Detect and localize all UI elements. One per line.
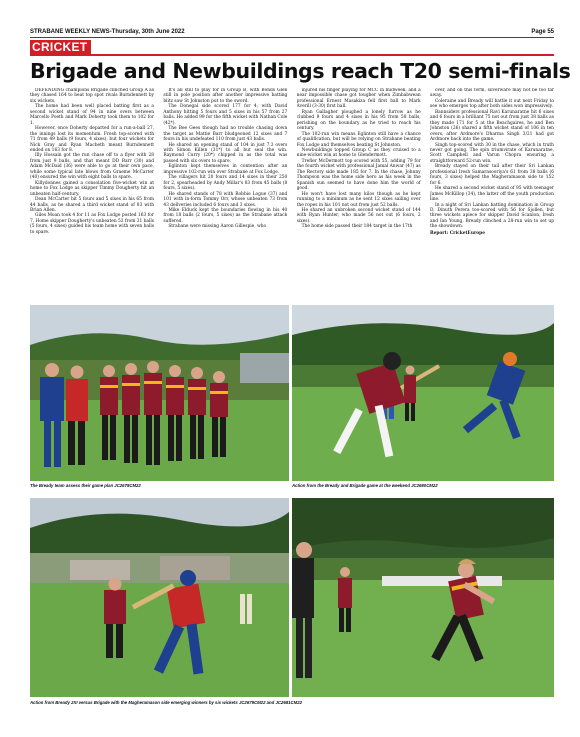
paragraph: Giles Moan took 4 for 11 as Fox Lodge posted 163 for 7. Home skipper Dougherty's unbeaten 53 from 31 balls (5 fours, 4 sixes) guided his team home with seven balls to spare. xyxy=(30,213,154,235)
paragraph: Newbuildings topped Group C as they cruised to a nine-wicket win at home to Glendermott. xyxy=(296,147,421,159)
masthead xyxy=(30,26,554,38)
paragraph: He won't have lost many kilos though as he kept running to a minimum as he sent 12 sixes sailing over the ropes in his 101 not out from just 52 balls. xyxy=(296,191,421,208)
paragraph: The Bee Gees though had no trouble chasing down the target as Mattie Barr bludgeoned 12 sixes and 7 fours in his undefeated 110 from just 43 balls. xyxy=(163,126,288,143)
photo-team-huddle xyxy=(30,305,289,481)
photo-bready-2xi-batting xyxy=(30,498,289,697)
photo-caption: Action from Bready 2XI versus Brigade with the Magheramason side emerging winners by six wickets JC2679CM22 and JC2681CM22 xyxy=(30,700,302,705)
paragraph: injured his finger playing for MCC in midweek, and a near impossible chase got tougher when Zimbabwean professional Ernest Masakiza fell first ball to Mark Averill (3-30) first ball. xyxy=(296,88,421,110)
section-rule xyxy=(30,54,554,56)
photo-bready-brigade-action xyxy=(292,305,554,481)
paragraph: Killydonnes gained a consolation five-wicket win at home to Fox Lodge as skipper Timmy Dougherty hit an unbeaten half-century. xyxy=(30,180,154,197)
paragraph: He shared a second wicket stand of 95 with teenager James McKillop (34), the latter off the youth production line. xyxy=(429,186,554,203)
article-body xyxy=(30,88,554,300)
paragraph: He shared an opening stand of 104 in just 7.3 overs with Simon Killen (31*) to all but seal the win. Raymond Curry (20*) chipped in as the total was passed with six overs to spare. xyxy=(163,142,288,164)
paragraph: Trefler McDermott top scored with 55, adding 79 for the fourth wicket with professional Jamal Anwar (47) as The Rectory side made 185 for 7. In the chase, Johnny Thompson was the home side hero as his week in the Spanish sun seemed to have done him the world of good. xyxy=(296,158,421,192)
paragraph: The home side passed their 184 target in the 17th xyxy=(301,224,413,230)
paragraph: over, and on this form, silverware may not be too far away. xyxy=(429,88,554,99)
paragraph: Bready stayed on their tail after their Sri Lankan professional Iresh Samarasooriya's 61 from 38 balls (6 fours, 3 sixes) helped the Magheramason side to 152 for 6. xyxy=(429,164,554,186)
paragraph: However, once Doherty departed for a run-a-ball 27, the innings lost its momentum. Fresh top-scored with 71 from 49 balls (9 fours, 4 sixes), but four wickets for Nick Gray and Ryan Macbeth meant Burndennett ended on 163 for 8. xyxy=(30,126,154,153)
paragraph: Strabane were missing Aaron Gillespie, who xyxy=(168,224,267,230)
byline: Report: CricketEurope xyxy=(429,230,485,236)
masthead-page-number: Page 55 xyxy=(531,28,554,35)
paragraph: Dean McCarter hit 5 fours and 5 sixes in his 65 from 44 balls, as he shared a third wicket stand of 83 with Brian Allen. xyxy=(30,197,154,213)
paragraph: Coleraine and Bready will battle it out next Friday to see who emerges top after both sides won impressively. xyxy=(429,98,554,110)
paragraph: Illy Hossain got the run chase off to a flyer with 28 from just 9 balls, and that meant DD Barr (30) and Adam McDaid (36) were able to go at their own pace, while some typical late blows from Graeme McCarter (40) ensured the win with eight balls to spare. xyxy=(30,153,154,181)
paragraph: The Donegal side scored 177 for 4, with David Anthony hitting 5 fours and 5 sixes in his 57 from 27 balls. He added 99 for the fifth wicket with Nathan Cole (42*). xyxy=(163,104,288,126)
paragraph: The 102-run win means Eglinton still have a chance of qualification, but will be relying on Strabane beating Fox Lodge and themselves beating St Johnston. xyxy=(296,131,421,148)
masthead-publication: STRABANE WEEKLY NEWS-Thursday, 30th June 2022 xyxy=(30,28,185,35)
paragraph: DEFENDING champions Brigade clinched Group A as they chased 164 to beat top spot rivals Burndennett by six wickets. xyxy=(30,88,154,104)
article-column-4 xyxy=(430,88,554,300)
article-column-1 xyxy=(30,88,154,300)
paragraph: Mike Elduck kept the boundaries flowing in his 40 from 18 balls (2 fours, 5 sixes) as the Strabane attack suffered. xyxy=(163,207,288,224)
paragraph: In a night of Sri Lankan batting domination in Group D, Dinuth Perera too-scored with 56 for Sjollen, but three wickets apiece for skipper David Scanlon, Iresh and Ian Young, Bready clinched a 28-run win to set up the showdown. xyxy=(429,202,554,230)
paragraph: The villagers hit 20 fours and 14 sixes in their 250 for 2, spearheaded by Andy Millar's 83 from 45 balls (8 fours, 5 sixes). xyxy=(163,175,288,192)
article-column-3 xyxy=(297,88,421,300)
paragraph: Bannsiders professional Ravi Karunaratne hit 6 sixes and 6 fours in a brilliant 75 not out from just 38 balls as they made 171 for 5 at the Beachgaires, he and Ben Johnston (26) shared a fifth wicket stand of 106 in ten overs, after Ardmore's Dharma Singh 3/21 had got Ardmore back into the game. xyxy=(429,109,554,143)
paragraph: It's all still to play for in Group B, with Bonds Glen still in pole position after another impressive batting blitz saw St Johnston put to the sword. xyxy=(163,88,288,104)
photo-caption: Action from the Bready and Brigade game at the weekend JC2680CM22 xyxy=(292,483,438,488)
paragraph: Singh top-scored with 30 in the chase, which in truth never got going. The spin triumvirate of Karunaratne, Scott Campbell and Varun Chopra ensuring a straightforward 52-run win. xyxy=(429,142,554,164)
article-column-2 xyxy=(163,88,287,300)
section-label: CRICKET xyxy=(30,40,91,55)
paragraph: He shared an unbroken second wicket stand of 144 with Ryan Hunter, who made 56 not out (6 fours, 2 sixes). xyxy=(296,207,421,224)
paragraph: Eglinton kept themselves in contention after an impressive 102-run win over Strabane at Fox Lodge. xyxy=(163,164,288,175)
paragraph: He shared stands of 78 with Robbie Logue (37) and 101 with in-form Tommy Orr, whose unbeaten 73 from 43 deliveries included 6 fours and 3 sixes. xyxy=(163,191,288,208)
photo-bowler-action xyxy=(292,498,554,697)
paragraph: The home had been well placed batting first as a second wicket stand of 94 in nine overs between Marcello Poeth and Mark Doherty took them to 102 for 1. xyxy=(30,104,154,126)
photo-caption: The Bready team assess their game plan JC2678CM22 xyxy=(30,483,141,488)
paragraph: Ryan Gallagher ploughed a lonely furrow as he clubbed 9 fours and 4 sixes in his 95 from 58 balls, perishing on the boundary as he tried to reach his century. xyxy=(296,109,421,132)
headline: Brigade and Newbuildings reach T20 semi-finals xyxy=(30,59,571,83)
